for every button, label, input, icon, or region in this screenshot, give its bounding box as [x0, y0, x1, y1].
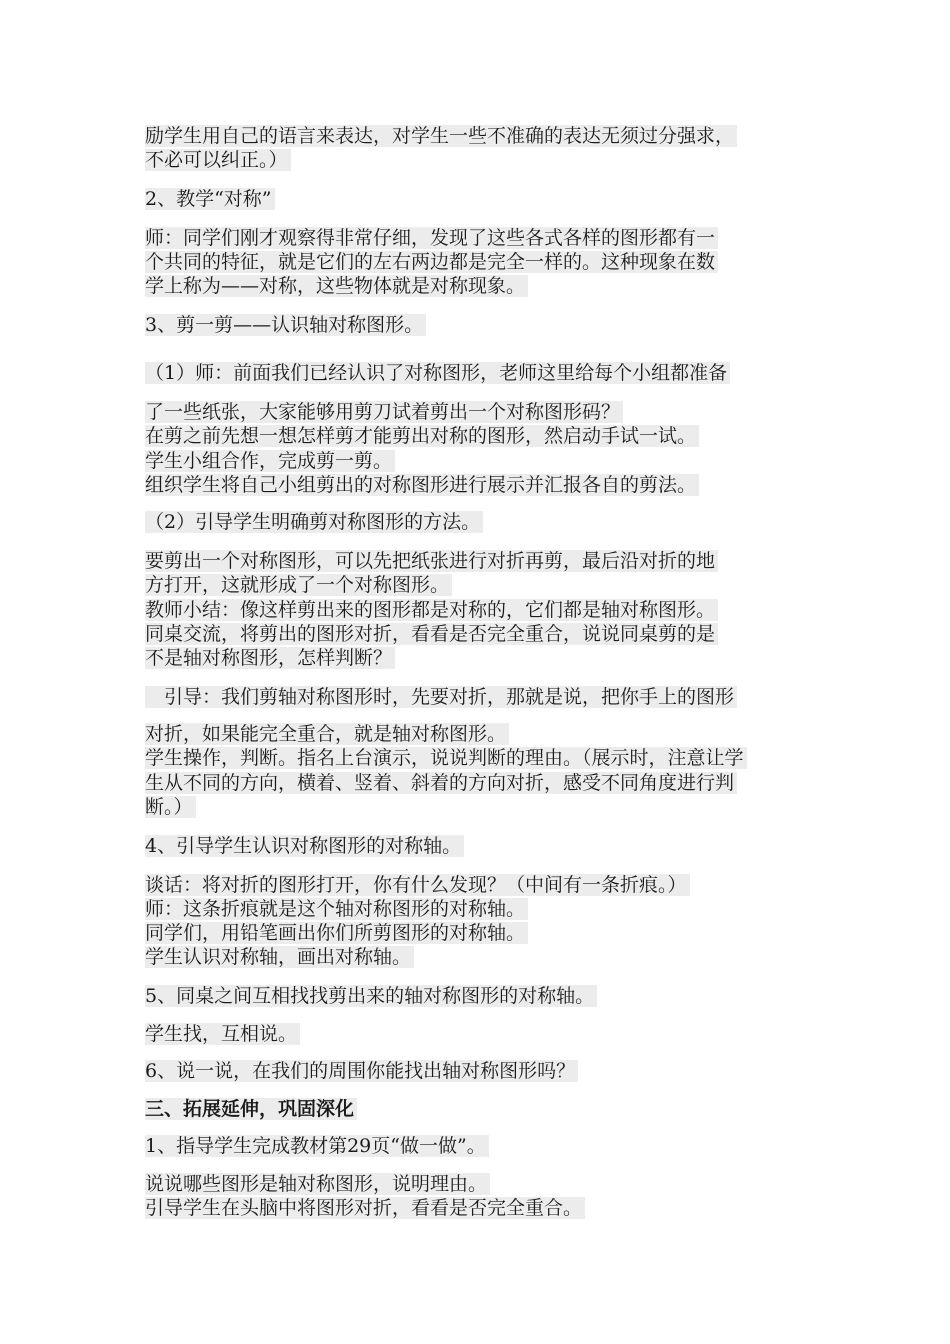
text-line: 不是轴对称图形，怎样判断？ [145, 646, 395, 670]
text-line: 生从不同的方向，横着、竖着、斜着的方向对折，感受不同角度进行判 [145, 771, 737, 795]
text-line: 个共同的特征，就是它们的左右两边都是完全一样的。这种现象在数 [145, 250, 718, 274]
text-line: 同桌交流，将剪出的图形对折，看看是否完全重合，说说同桌剪的是 [145, 622, 718, 646]
section-heading: 4、引导学生认识对称图形的对称轴。 [145, 834, 464, 858]
text-line: 同学们，用铅笔画出你们所剪图形的对称轴。 [145, 921, 528, 945]
section-heading: 2、教学“对称” [145, 187, 275, 211]
text-line: 学生操作，判断。指名上台演示，说说判断的理由。（展示时，注意让学 [145, 746, 747, 770]
text-line: 组织学生将自己小组剪出的对称图形进行展示并汇报各自的剪法。 [145, 473, 699, 497]
text-line: 师：这条折痕就是这个轴对称图形的对称轴。 [145, 897, 528, 921]
text-line: 不必可以纠正。） [145, 148, 291, 172]
chapter-heading: 三、拓展延伸，巩固深化 [145, 1097, 357, 1121]
text-line: 引导：我们剪轴对称图形时，先要对折，那就是说，把你手上的图形 [145, 685, 737, 709]
text-line: 学生认识对称轴，画出对称轴。 [145, 945, 414, 969]
text-line: 学生找，互相说。 [145, 1022, 300, 1046]
text-line: 教师小结：像这样剪出来的图形都是对称的，它们都是轴对称图形。 [145, 598, 718, 622]
text-line: 要剪出一个对称图形，可以先把纸张进行对折再剪，最后沿对折的地 [145, 549, 718, 573]
text-line: 方打开，这就形成了一个对称图形。 [145, 573, 452, 597]
text-line: 断。） [145, 795, 196, 819]
text-line: 师：同学们刚才观察得非常仔细，发现了这些各式各样的图形都有一 [145, 226, 718, 250]
text-line: 了一些纸张，大家能够用剪刀试着剪出一个对称图形码？ [145, 400, 623, 424]
section-heading: 5、同桌之间互相找找剪出来的轴对称图形的对称轴。 [145, 984, 597, 1008]
text-line: （2）引导学生明确剪对称图形的方法。 [145, 510, 483, 534]
text-line: 学上称为——对称，这些物体就是对称现象。 [145, 274, 528, 298]
section-heading: 6、说一说，在我们的周围你能找出轴对称图形吗？ [145, 1059, 578, 1083]
text-line: 对折，如果能完全重合，就是轴对称图形。 [145, 722, 509, 746]
section-heading: 1、指导学生完成教材第29页“做一做”。 [145, 1134, 489, 1158]
text-line: （1）师：前面我们已经认识了对称图形，老师这里给每个小组都准备 [145, 361, 730, 385]
text-line: 学生小组合作，完成剪一剪。 [145, 449, 395, 473]
section-heading: 3、剪一剪——认识轴对称图形。 [145, 313, 426, 337]
text-line: 说说哪些图形是轴对称图形，说明理由。 [145, 1172, 490, 1196]
text-line: 励学生用自己的语言来表达，对学生一些不准确的表达无须过分强求， [145, 124, 737, 148]
text-line: 引导学生在头脑中将图形对折，看看是否完全重合。 [145, 1196, 585, 1220]
text-line: 谈话：将对折的图形打开，你有什么发现？（中间有一条折痕。） [145, 873, 690, 897]
text-line: 在剪之前先想一想怎样剪才能剪出对称的图形，然启动手试一试。 [145, 424, 699, 448]
